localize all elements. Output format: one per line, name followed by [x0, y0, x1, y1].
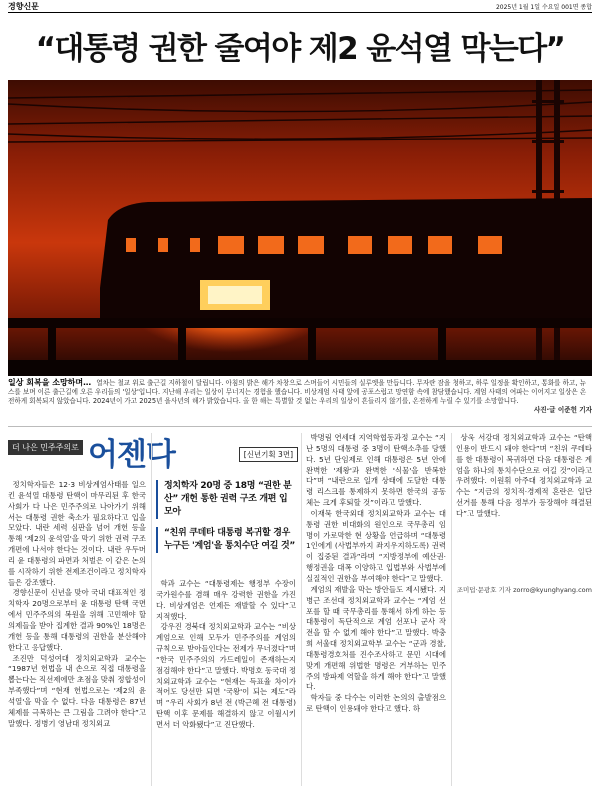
paragraph: 강우진 경북대 정치외교학과 교수는 “비상계엄으로 인해 모두가 민주주의를 계엄의 규칙으로 받아들인다는 전제가 무너졌다”며 “한국 민주주의의 가드레일이 존재하는지 점검해야 한다”고 말했다. 박명호 동국대 정치외교학과 교수는 “현재는 득표율 차이가 적어도 당선만 되면 '국왕'이 되는 제도”라며 “우리 사회가 8년 전 (박근혜 전 대통령) 탄핵 이후 문제를 해결하지 않고 이월시키면서 더 악화됐다”고 진단했다. [156, 622, 296, 729]
caption-text: 열차는 철교 위로 출근길 지하철이 달립니다. 아침의 밝은 해가 차창으로 스며들어 시민들의 실루엣을 만듭니다. 무자란 잠을 청하고, 하루 일정을 확인하고, 통화를 하고, 뉴스를 보며 이른 출근길에 오른 우리들의 '일상'입니다. 지난해 우리는 일상이 무너지는 경험을 했습니다. 비상계엄 사태 앞에 공포스럽고 망연함 속에 참담했습니다. 계엄 사태의 여파는 이어지고 일상은 온전하게 회복되지 않았습니다. 2024년이 가고 2025년 을사년의 해가 밝았습니다. 올 한 해는 특별할 것 없는 우리의 일상이 흔들리지 않기를, 온전하게 누릴 수 있기를 소망합니다. [8, 379, 587, 405]
series-banner [8, 433, 308, 473]
series-tag: 더 나은 민주주의로 [8, 440, 83, 455]
subhead: 정치학자 20명 중 18명 “권한 분산” 개헌 통한 권력 구조 개편 입 모아 [156, 480, 296, 519]
paragraph: 이재묵 한국외대 정치외교학과 교수는 대통령 권한 비대화의 원인으로 국무총리 임명이 가로막한 현 상황을 언급하며 “대통령 1인에게 (사법부까지 좌지우지하도록) 권력이 집중된 결과”라며 “지방정부에 예산권·행정권을 대폭 이양하고 입법부와 사법부에 실질적인 권한을 부여해야 한다”고 말했다. [306, 508, 446, 583]
paragraph: 상욱 서강대 정치외교학과 교수는 “탄핵 인용이 반드시 돼야 한다”며 “친위 쿠데타를 한 대통령이 복귀하면 다음 대통령은 계엄을 하나의 통치수단으로 여길 것”이라고 우려했다. 이원휘 아주대 정치외교학과 교수는 “지금의 정치적·경제적 혼란은 일단 선거를 통해 다음 정부가 등장해야 해결된다”고 말했다. [456, 433, 592, 518]
article-column-2 [156, 579, 296, 786]
caption-credit: 사진·글 이준헌 기자 [533, 406, 592, 414]
date-line: 2025년 1월 1일 수요일 001면 종합 [495, 3, 592, 11]
paragraph: 경향신문이 신년을 맞아 국내 대표적인 정치학자 20명으로부터 윤 대통령 탄핵 국면에서 민주주의의 복원을 위해 고민해야 할 의제들을 받아 집계한 결과 90%인 18명은 개헌 등을 통해 대통령의 권한을 분산해야 한다고 응답했다. [8, 588, 146, 652]
article-column-3 [306, 433, 446, 786]
caption-title: 일상 회복을 소망하며… [8, 378, 92, 387]
sunrise-train-photo [8, 80, 592, 376]
paragraph: 정치학자들은 12·3 비상계엄사태를 일으킨 윤석열 대통령 탄핵이 마무리된 후 한국 사회가 다 나은 민주주의로 나아가기 위해서는 대통령 권한 축소가 필요하다고 입을 모았다. 내란 세력 심판을 넘어 개헌 등을 통해 '제2의 윤석열'을 막기 위한 권력 구조 개편에 나서야 한다는 것이다. 내란 우두머리 윤 대통령의 파면과 처벌은 이 같은 논의를 시작하기 위한 전제조건이라고 정치학자들은 강조했다. [8, 480, 146, 587]
section-divider [8, 426, 592, 427]
paragraph: 학과 교수는 “대통령제는 행정부 수장이 국가원수를 겸해 매우 강력한 권한을 가진다. 비상계엄은 언제든 재발할 수 있다”고 지적했다. [156, 579, 296, 621]
article-column-1 [8, 480, 146, 786]
paragraph: 박명림 연세대 지역학협동과정 교수는 “지난 5명의 대통령 중 3명이 탄핵소추를 당했다. 5년 단임제로 인해 대통령은 5년 안에 완벽한 '제왕'과 완벽한 '식물'을 반복한다”며 “내란으로 일개 상태에 도달한 대통령 리스크를 통제하지 못하면 한국의 공동체는 크게 후퇴할 것”이라고 말했다. [306, 433, 446, 508]
paragraph: 계엄의 재발을 막는 방안들도 제시됐다. 지병근 조선대 정치외교학과 교수는 “계엄 선포를 할 때 국무총리를 통해서 하게 하는 등 대통령이 독단적으로 계엄 선포나 군사 작전을 할 수 없게 해야 한다”고 말했다. 박충희 서울대 정치외교학부 교수는 “군과 경찰, 대통령경호처를 진수조사하고 문민 시대에 맞게 개편해 위법한 명령은 거부하는 민주주의 방파제 역할을 하게 해야 한다”고 말했다. [306, 584, 446, 692]
column-divider [301, 433, 302, 786]
paragraph: 학자들 중 다수는 이러한 논의의 출발점으로 탄핵이 인용돼야 한다고 했다. 하 [306, 693, 446, 714]
masthead [8, 0, 592, 13]
subhead: “친위 쿠데타 대통령 복귀할 경우 누구든 '계엄'을 통치수단 여길 것” [156, 527, 296, 553]
headline-area [8, 14, 592, 76]
series-number: [신년기획 3면] [239, 447, 298, 462]
paragraph: 조진만 덕성여대 정치외교학과 교수는 “1987년 헌법을 내 손으로 직접 대통령을 뽑는다는 직선제에만 초점을 맞춰 정합성이 부족했다”며 “현재 헌법으로는 '제2의 윤석열'을 막을 수 없다. 다음 대통령은 87년 체제를 극복하는 큰 그림을 그려야 한다”고 말했다. 정병기 영남대 정치외교 [8, 653, 146, 728]
column-divider [451, 433, 452, 786]
subheads [156, 480, 296, 576]
main-headline: “대통령 권한 줄여야 제2 윤석열 막는다” [35, 30, 565, 67]
front-photo [8, 80, 592, 376]
series-name: 어젠다 [88, 437, 175, 473]
article-column-4 [456, 433, 592, 583]
column-divider [151, 433, 152, 786]
photo-caption [8, 378, 592, 424]
byline: 조미덥·문광호 기자 zorro@kyunghyang.com [456, 586, 592, 594]
paper-name: 경향신문 [8, 0, 39, 11]
